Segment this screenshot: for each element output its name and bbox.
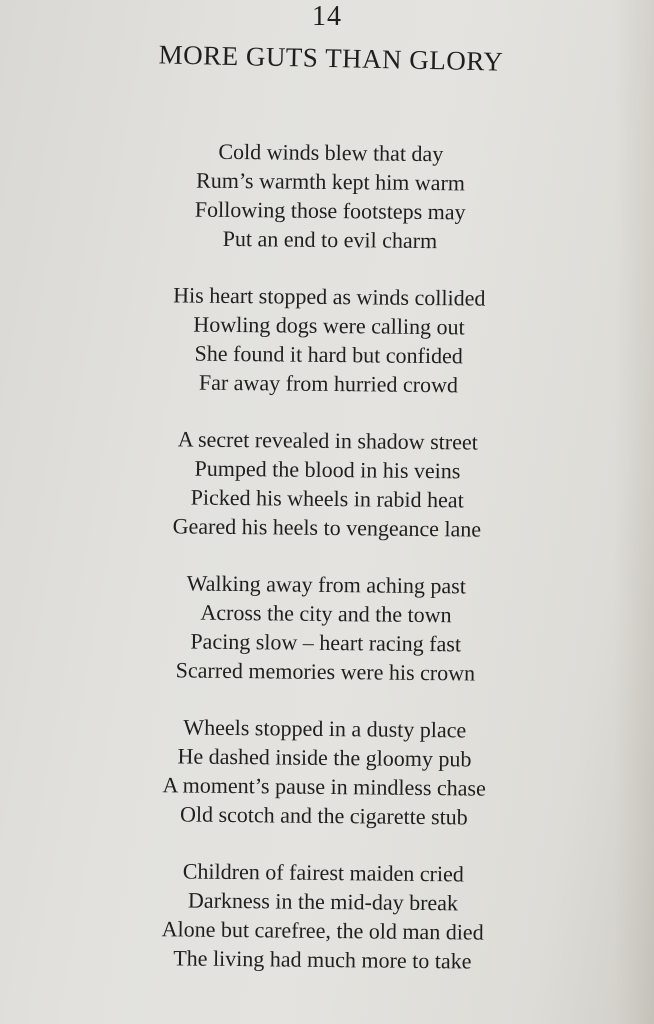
poem-line: Walking away from aching past <box>186 570 467 599</box>
stanza <box>0 135 654 258</box>
poem-line: Old scotch and the cigarette stub <box>179 801 468 830</box>
poem-line: Children of fairest maiden cried <box>182 858 464 887</box>
poem-line: The living had much more to take <box>173 945 472 974</box>
poem-line: Wheels stopped in a dusty place <box>183 714 467 743</box>
chapter-title: MORE GUTS THAN GLORY <box>158 39 504 77</box>
poem-line: Put an end to evil charm <box>222 225 438 254</box>
chapter-number: 14 <box>312 1 342 32</box>
poem <box>0 135 654 1006</box>
poem-line: Rum’s warmth kept him warm <box>195 167 466 196</box>
poem-line: Cold winds blew that day <box>218 138 444 167</box>
poem-line: Picked his wheels in rabid heat <box>190 484 464 513</box>
poem-line: Far away from hurried crowd <box>198 369 459 398</box>
poem-line: His heart stopped as winds collided <box>173 282 486 311</box>
stanza <box>0 711 654 834</box>
poem-line: Pacing slow – heart racing fast <box>190 628 462 657</box>
stanza <box>0 854 654 977</box>
poem-line: Darkness in the mid-day break <box>187 887 459 916</box>
poem-line: She found it hard but confided <box>194 340 463 369</box>
poem-line: Scarred memories were his crown <box>175 657 476 686</box>
stanza <box>0 423 654 546</box>
poem-line: Following those footsteps may <box>194 196 466 225</box>
stanza <box>0 279 654 402</box>
poem-line: Pumped the blood in his veins <box>194 455 461 484</box>
poem-line: A secret revealed in shadow street <box>177 426 478 455</box>
poem-line: Across the city and the town <box>200 599 452 628</box>
poem-line: Geared his heels to vengeance lane <box>172 513 482 542</box>
stanza <box>0 567 654 690</box>
poem-line: He dashed inside the gloomy pub <box>177 743 472 772</box>
poem-line: Alone but carefree, the old man died <box>161 916 484 945</box>
poem-line: A moment’s pause in mindless chase <box>162 772 486 801</box>
poem-line: Howling dogs were calling out <box>193 311 465 340</box>
